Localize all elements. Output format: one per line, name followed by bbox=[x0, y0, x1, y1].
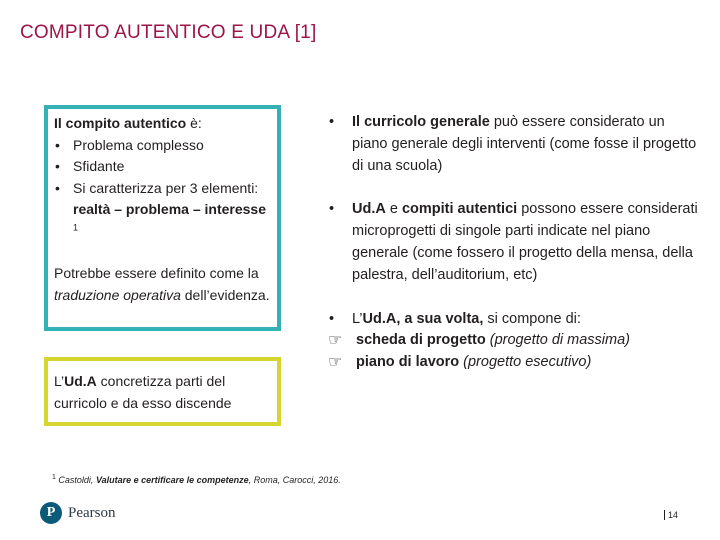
h1-bold: scheda di progetto bbox=[356, 332, 486, 349]
b3-rest: si compone di: bbox=[483, 310, 581, 327]
definition-paragraph bbox=[54, 263, 271, 306]
list-item: • Sfidante bbox=[54, 156, 271, 178]
b3-bold: Ud.A, a sua volta, bbox=[362, 310, 484, 327]
intro-rest: è: bbox=[186, 115, 202, 131]
intro-bold: Il compito autentico bbox=[54, 115, 187, 131]
b2-bold2: compiti autentici bbox=[401, 201, 518, 218]
h1-italic: (progetto di massima) bbox=[489, 332, 630, 349]
bullet-curricolo bbox=[328, 112, 698, 177]
uda-box bbox=[44, 357, 281, 426]
h2-bold: piano di lavoro bbox=[356, 354, 460, 371]
footnote-author: Castoldi, bbox=[55, 475, 96, 485]
footnote-book: Valutare e certificare le competenze bbox=[95, 475, 249, 485]
bullet-uda-compiti bbox=[328, 199, 698, 286]
authentic-task-box bbox=[44, 105, 281, 331]
uda-pre: L’ bbox=[54, 373, 65, 389]
pearson-logo-text: Pearson bbox=[68, 504, 116, 521]
page-title: COMPITO AUTENTICO E UDA [1] bbox=[20, 22, 317, 43]
item3-text: Si caratterizza per 3 elementi: bbox=[73, 179, 259, 196]
b2-mid: e bbox=[385, 201, 402, 218]
pearson-logo-icon: P bbox=[40, 502, 62, 524]
b3-pre: L’ bbox=[352, 310, 363, 327]
para-post: dell’evidenza. bbox=[180, 286, 270, 303]
item3-bold: realtà – problema – interesse bbox=[73, 201, 266, 217]
pearson-logo bbox=[40, 502, 116, 524]
list-item: • Problema complesso bbox=[54, 135, 271, 157]
sub-item-piano bbox=[328, 352, 698, 374]
right-column bbox=[328, 112, 698, 374]
b1-bold: Il curricolo generale bbox=[352, 114, 490, 130]
footnote bbox=[52, 475, 341, 485]
b2-rest: possono essere considerati microprogetti di singole parti indicate nel piano generale (come fossero il progetto della mensa, della palestra, dell’auditorium, etc) bbox=[352, 201, 698, 283]
b2-bold1: Ud.A bbox=[352, 201, 386, 218]
footnote-ref: 1 bbox=[73, 221, 79, 232]
uda-post: concretizza parti del curricolo e da esso discende bbox=[54, 373, 232, 411]
para-italic: traduzione operativa bbox=[54, 286, 181, 303]
sub-item-scheda bbox=[328, 330, 698, 352]
list-item bbox=[54, 178, 271, 243]
para-pre: Potrebbe essere definito come la bbox=[54, 265, 259, 281]
page-number: 14 bbox=[664, 510, 678, 520]
uda-bold: Ud.A bbox=[64, 373, 97, 389]
features-list bbox=[54, 135, 271, 243]
b1-rest: può essere considerato un piano generale degli interventi (come fosse il progetto di una scuola) bbox=[352, 114, 697, 174]
pointing-hand-icon: ☞ bbox=[328, 332, 343, 350]
pointing-hand-icon: ☞ bbox=[328, 354, 343, 372]
footnote-rest: , Roma, Carocci, 2016. bbox=[248, 475, 341, 485]
footnote-number: 1 bbox=[52, 474, 56, 481]
bullet-uda-composition bbox=[328, 309, 698, 331]
box-intro bbox=[54, 113, 271, 135]
h2-italic: (progetto esecutivo) bbox=[463, 354, 592, 371]
